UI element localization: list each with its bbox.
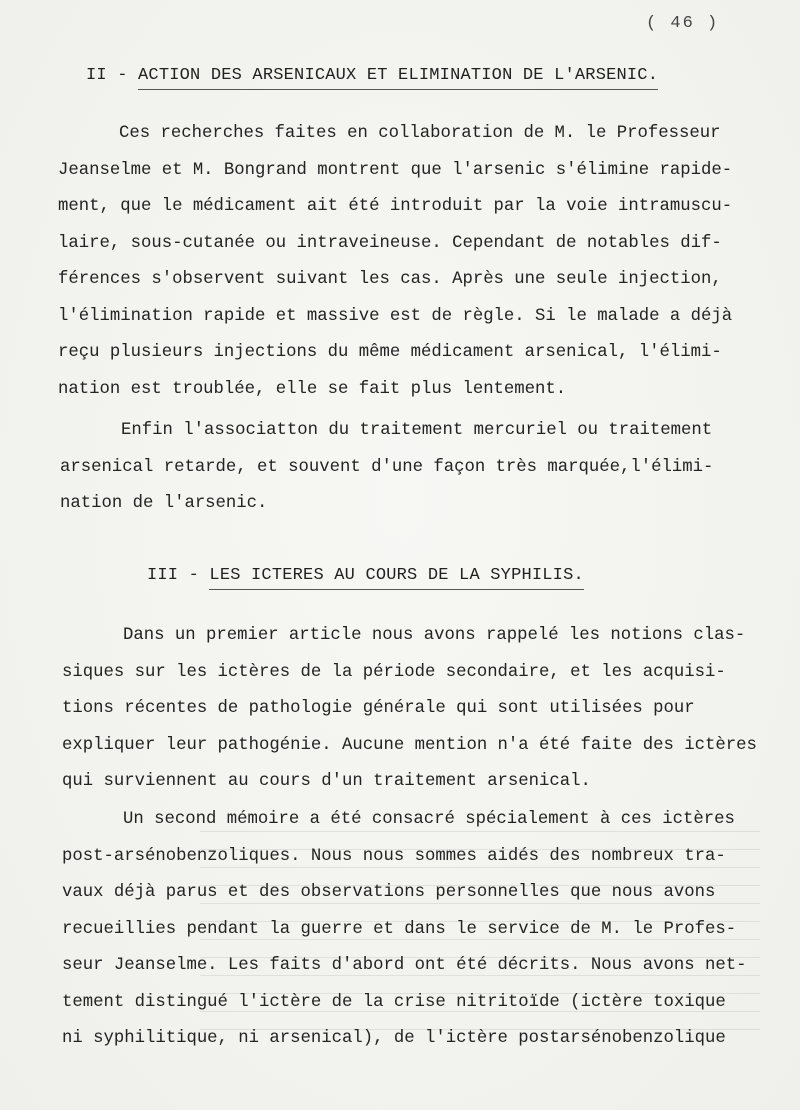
text-line: Un second mémoire a été consacré spécialement à ces ictères (123, 810, 735, 829)
text-line: ment, que le médicament ait été introduit par la voie intramuscu- (58, 197, 733, 216)
text-line: siques sur les ictères de la période secondaire, et les acquisi- (62, 662, 726, 682)
section-title: ACTION DES ARSENICAUX ET ELIMINATION DE L'ARSENIC. (138, 66, 658, 90)
text-line: vaux déjà parus et des observations personnelles que nous avons (62, 883, 716, 902)
paragraph-arsenic-elimination (58, 116, 800, 408)
text-line: l'élimination rapide et massive est de règle. Si le malade a déjà (58, 306, 733, 326)
section-title: LES ICTERES AU COURS DE LA SYPHILIS. (209, 566, 583, 590)
text-line: reçu plusieurs injections du même médicament arsenical, l'élimi- (58, 343, 722, 362)
paragraph-second-memoir (62, 802, 800, 1058)
text-line: post-arsénobenzoliques. Nous nous sommes aidés des nombreux tra- (62, 846, 726, 866)
text-line: nation est troublée, elle se fait plus lentement. (58, 379, 567, 399)
text-line: Enfin l'associatton du traitement mercuriel ou traitement (121, 421, 713, 440)
text-line: Dans un premier article nous avons rappelé les notions clas- (123, 626, 746, 645)
text-line: expliquer leur pathogénie. Aucune mention n'a été faite des ictères (62, 735, 757, 755)
text-line: tement distingué l'ictère de la crise nitritoïde (ictère toxique (62, 992, 726, 1012)
page-number: ( 46 ) (646, 14, 720, 33)
section-heading-ii (86, 66, 658, 85)
text-line: Ces recherches faites en collaboration de M. le Professeur (119, 124, 721, 143)
text-line: férences s'observent suivant les cas. Après une seule injection, (58, 270, 722, 289)
text-line: Jeanselme et M. Bongrand montrent que l'arsenic s'élimine rapide- (58, 160, 733, 180)
text-line: tions récentes de pathologie générale qui sont utilisées pour (62, 699, 695, 718)
section-number: II - (86, 66, 128, 85)
section-number: III - (147, 566, 200, 585)
text-line: arsenical retarde, et souvent d'une façon très marquée,l'élimi- (60, 457, 714, 477)
text-line: laire, sous-cutanée ou intraveineuse. Cependant de notables dif- (58, 233, 722, 253)
text-line: qui surviennent au cours d'un traitement arsenical. (62, 772, 591, 791)
text-line: nation de l'arsenic. (60, 494, 268, 513)
text-line: recueillies pendant la guerre et dans le service de M. le Profes- (62, 919, 737, 939)
paragraph-first-article (62, 618, 800, 801)
text-line: ni syphilitique, ni arsenical), de l'ictère postarsénobenzolique (62, 1029, 726, 1048)
section-heading-iii (147, 566, 584, 585)
paragraph-mercurial-association (60, 413, 800, 523)
text-line: seur Jeanselme. Les faits d'abord ont été décrits. Nous avons net- (62, 956, 747, 975)
